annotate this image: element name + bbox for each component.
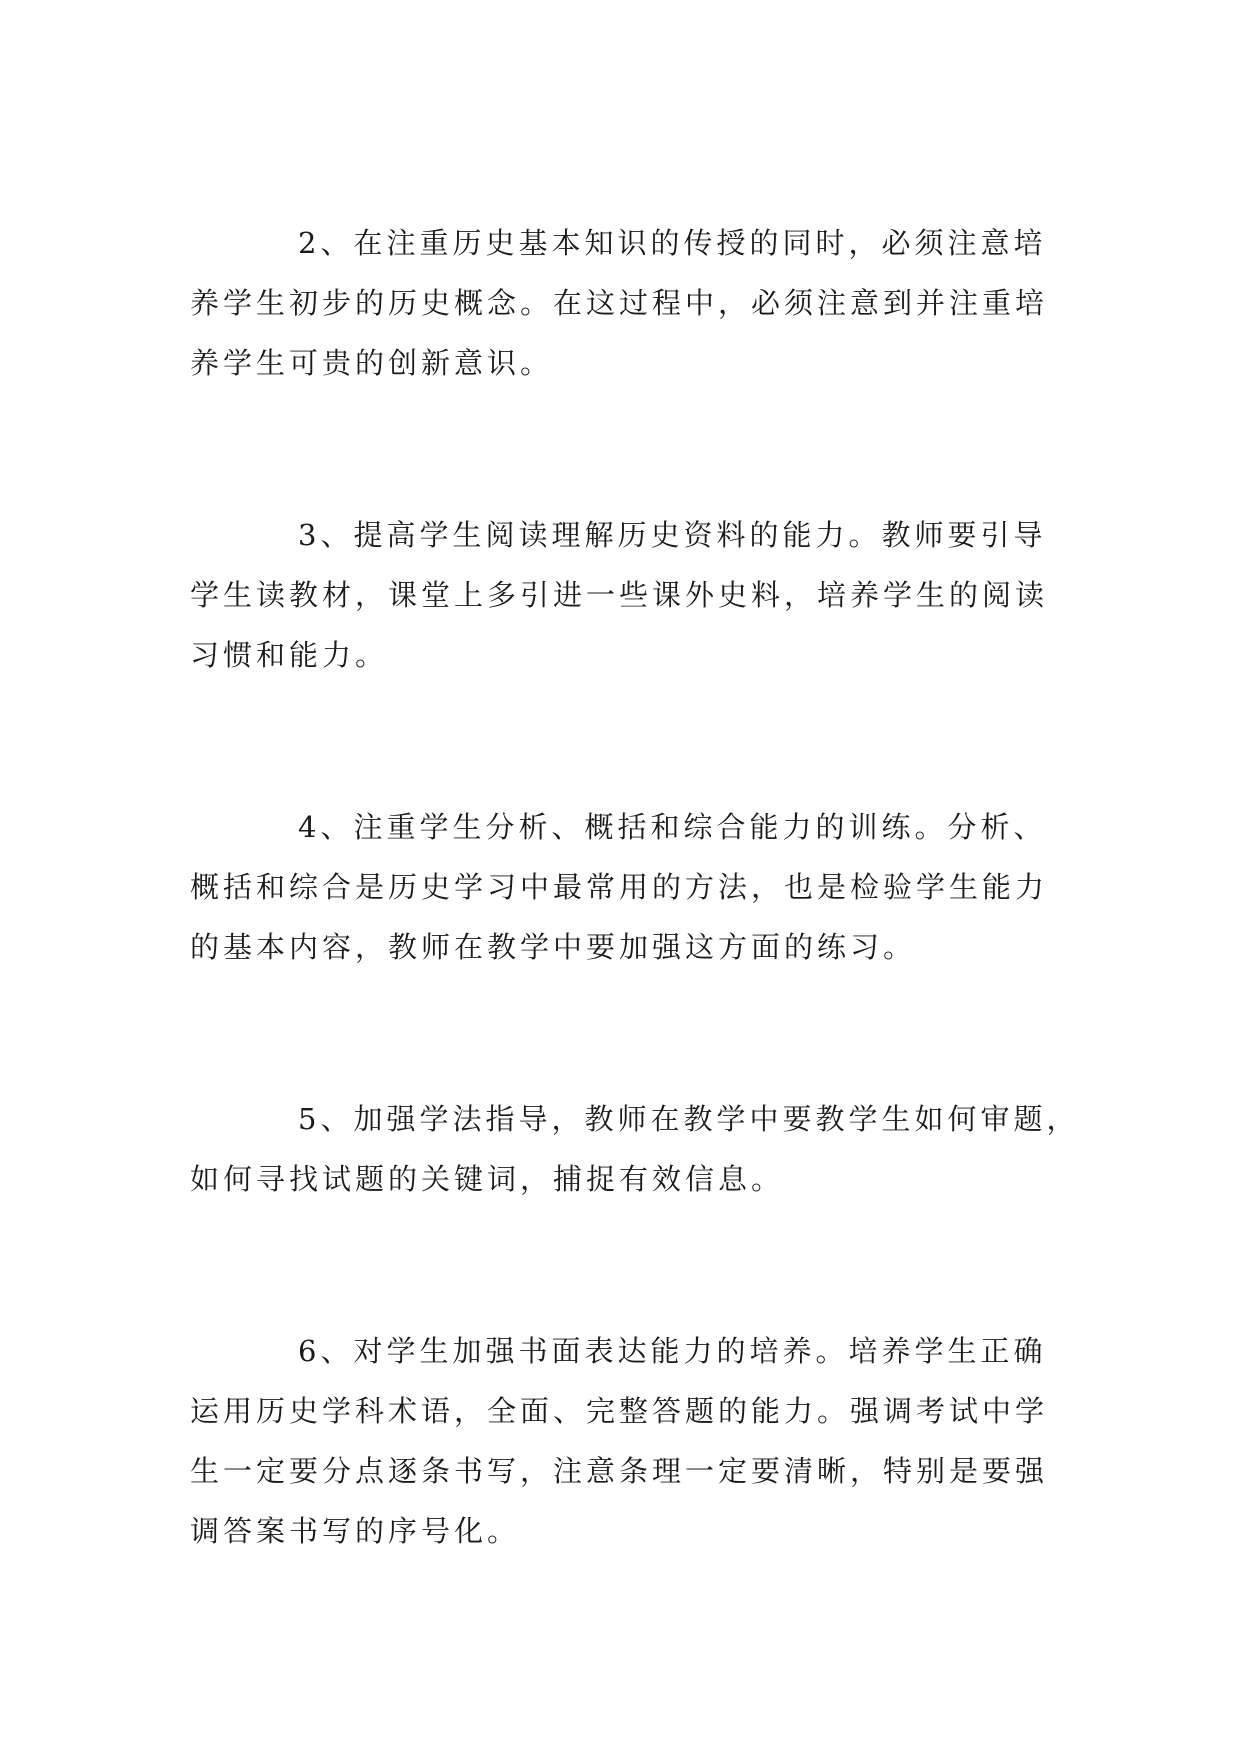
paragraph-line: 生一定要分点逐条书写，注意条理一定要清晰，特别是要强 [190,1454,1049,1488]
paragraph-item-5 [190,1089,1080,1209]
paragraph-item-6 [190,1321,1070,1561]
paragraph-line: 养学生初步的历史概念。在这过程中，必须注意到并注重培 [190,286,1049,320]
paragraph-line: 如何寻找试题的关键词，捕捉有效信息。 [190,1162,785,1196]
paragraph-line: 5、加强学法指导，教师在教学中要教学生如何审题， [298,1102,1080,1136]
paragraph-line: 习惯和能力。 [190,638,389,672]
paragraph-line: 3、提高学生阅读理解历史资料的能力。教师要引导 [298,518,1047,552]
paragraph-line: 运用历史学科术语，全面、完整答题的能力。强调考试中学 [190,1394,1049,1428]
paragraph-line: 调答案书写的序号化。 [190,1514,521,1548]
paragraph-line: 概括和综合是历史学习中最常用的方法，也是检验学生能力 [190,870,1049,904]
paragraph-item-4 [190,797,1070,977]
paragraph-line: 4、注重学生分析、概括和综合能力的训练。分析、 [298,810,1047,844]
paragraph-item-3 [190,505,1070,685]
paragraph-line: 6、对学生加强书面表达能力的培养。培养学生正确 [298,1334,1047,1368]
paragraph-line: 的基本内容，教师在教学中要加强这方面的练习。 [190,930,917,964]
paragraph-line: 养学生可贵的创新意识。 [190,346,554,380]
paragraph-line: 学生读教材，课堂上多引进一些课外史料，培养学生的阅读 [190,578,1049,612]
paragraph-line: 2、在注重历史基本知识的传授的同时，必须注意培 [298,226,1047,260]
paragraph-item-2 [190,213,1070,393]
